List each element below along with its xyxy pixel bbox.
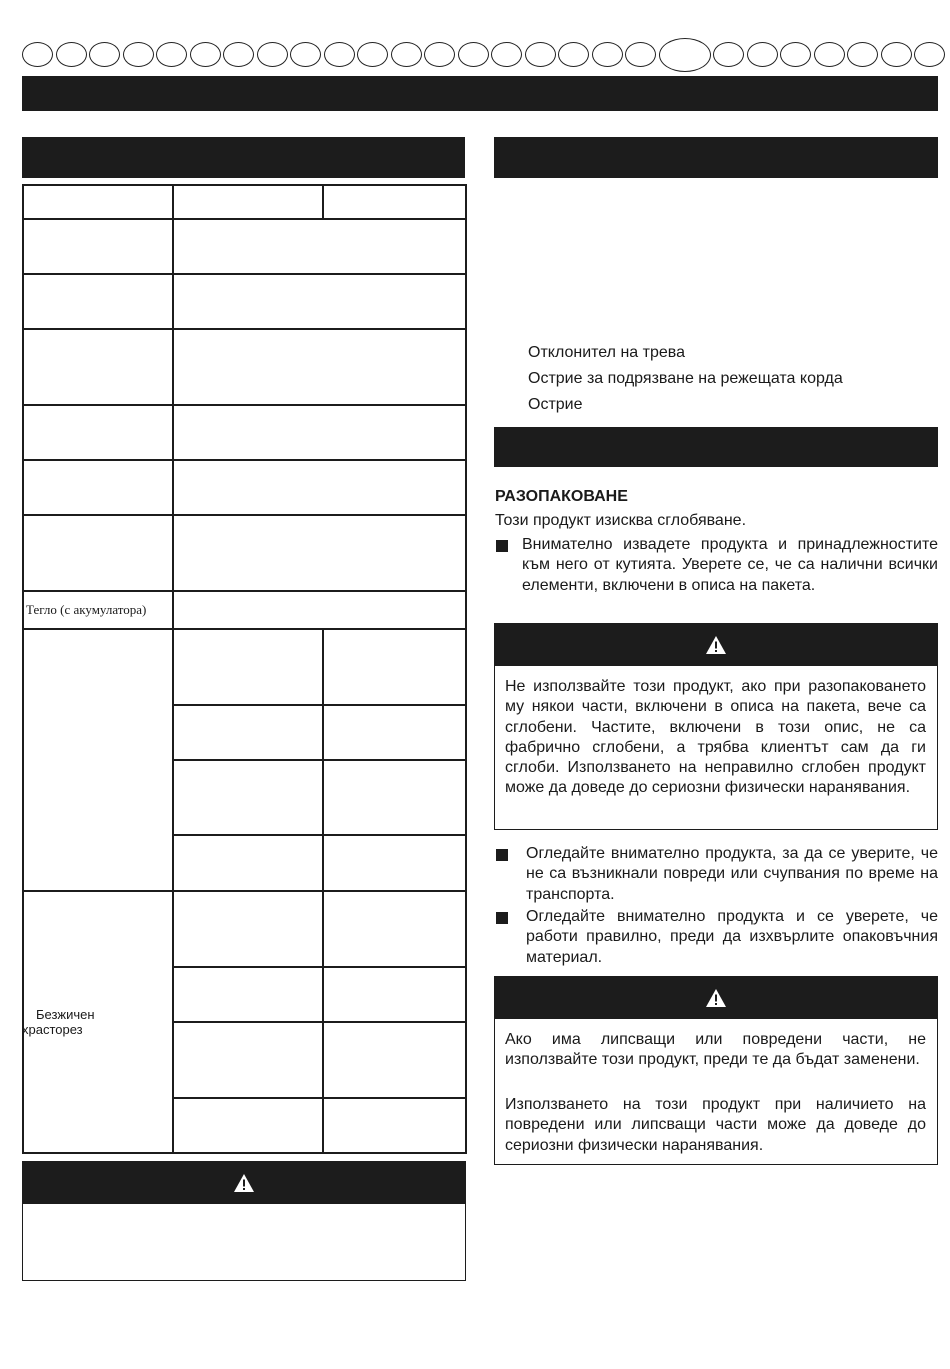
table-cell <box>173 460 466 515</box>
table-cell <box>173 274 466 329</box>
unpacking-heading: РАЗОПАКОВАНЕ <box>495 488 628 505</box>
table-cell <box>23 329 173 405</box>
table-cell <box>173 891 323 967</box>
table-cell <box>173 760 323 835</box>
language-tab[interactable] <box>625 42 656 67</box>
included-items-list <box>528 340 928 418</box>
table-cell <box>23 405 173 460</box>
unpacking-step-2: Огледайте внимателно продукта, за да се уверите, че не са възникнали повреди или счупвания по време на транспорта. <box>526 845 938 903</box>
language-tab[interactable] <box>458 42 489 67</box>
table-cell <box>323 185 466 219</box>
language-tab[interactable] <box>391 42 422 67</box>
language-tab[interactable] <box>22 42 53 67</box>
weight-label: Тегло (с акумулатора) <box>23 591 173 629</box>
table-cell <box>173 967 323 1022</box>
warning-triangle-icon <box>705 635 727 655</box>
language-tab[interactable] <box>290 42 321 67</box>
table-cell <box>323 760 466 835</box>
table-cell <box>173 1098 323 1153</box>
table-cell <box>173 835 323 891</box>
unpacking-step-1: Внимателно извадете продукта и принадлежностите към него от кутията. Уверете се, че са налични всички елементи, включени в описа на пакета. <box>522 536 938 594</box>
bullet-square-icon <box>496 849 508 861</box>
included-items-header-bar <box>494 137 938 178</box>
language-tab-row <box>22 38 938 72</box>
language-tab[interactable] <box>223 42 254 67</box>
table-cell <box>23 185 173 219</box>
language-tab-active[interactable] <box>659 38 711 72</box>
table-cell <box>323 629 466 705</box>
table-cell <box>323 1098 466 1153</box>
language-tab[interactable] <box>713 42 744 67</box>
unpacking-step-3: Огледайте внимателно продукта и се уверете, че работи правилно, преди да изхвърлите опаковъчния материал. <box>526 908 938 966</box>
assembly-warning-text-2a: Ако има липсващи или повредени части, не използвайте този продукт, преди те да бъдат заменени. <box>505 1031 926 1069</box>
language-tab[interactable] <box>847 42 878 67</box>
language-tab[interactable] <box>156 42 187 67</box>
language-tab[interactable] <box>780 42 811 67</box>
assembly-header-bar <box>494 427 938 467</box>
included-item: Острие за подрязване на режещата корда <box>528 370 843 387</box>
table-cell <box>173 329 466 405</box>
language-tab[interactable] <box>190 42 221 67</box>
included-item: Острие <box>528 396 583 413</box>
table-cell <box>23 460 173 515</box>
assembly-warning-header-1 <box>495 624 937 666</box>
language-tab[interactable] <box>491 42 522 67</box>
assembly-warning-text-2b: Използването на този продукт при наличието на повредени или липсващи части може да доведе до сериозни физически наранявания. <box>505 1096 926 1154</box>
language-tab[interactable] <box>525 42 556 67</box>
bullet-square-icon <box>496 912 508 924</box>
table-cell <box>323 835 466 891</box>
warning-triangle-icon <box>705 988 727 1008</box>
table-cell <box>173 185 323 219</box>
language-tab[interactable] <box>881 42 912 67</box>
table-cell <box>173 629 323 705</box>
table-cell <box>323 967 466 1022</box>
table-cell <box>173 591 466 629</box>
assembly-warning-text-1: Не използвайте този продукт, ако при разопаковането му някои части, включени в описа на пакета, вече са сглобени. Частите, включени в този опис, не са фабрично сглобени, а трябва клиентът сам да ги сглоби. Използването на неправилно сглобен продукт може да доведе до сериозни физически наранявания. <box>505 678 926 797</box>
language-tab[interactable] <box>747 42 778 67</box>
assembly-intro: Този продукт изисква сглобяване. <box>495 512 747 529</box>
table-cell <box>173 219 466 274</box>
product-name-cell <box>23 891 173 1153</box>
table-cell <box>23 629 173 891</box>
table-cell <box>23 515 173 591</box>
language-tab[interactable] <box>89 42 120 67</box>
specifications-table <box>22 184 467 1154</box>
assembly-warning-box-1 <box>494 623 938 830</box>
table-cell <box>173 1022 323 1098</box>
product-name-line1: Безжичен <box>36 1007 95 1022</box>
language-tab[interactable] <box>324 42 355 67</box>
language-tab[interactable] <box>914 42 945 67</box>
language-tab[interactable] <box>814 42 845 67</box>
left-warning-box <box>22 1161 466 1281</box>
bullet-square-icon <box>496 540 508 552</box>
language-tab[interactable] <box>558 42 589 67</box>
page-title-bar <box>22 76 938 111</box>
table-cell <box>173 705 323 760</box>
assembly-warning-box-2 <box>494 976 938 1165</box>
language-tab[interactable] <box>592 42 623 67</box>
product-name-line2: храсторез <box>22 1022 83 1037</box>
left-warning-header <box>23 1162 465 1204</box>
language-tab[interactable] <box>123 42 154 67</box>
language-tab[interactable] <box>424 42 455 67</box>
included-item: Отклонител на трева <box>528 344 685 361</box>
table-cell <box>323 705 466 760</box>
specifications-header-bar <box>22 137 465 178</box>
table-cell <box>323 1022 466 1098</box>
assembly-warning-header-2 <box>495 977 937 1019</box>
table-cell <box>323 891 466 967</box>
language-tab[interactable] <box>257 42 288 67</box>
warning-triangle-icon <box>233 1173 255 1193</box>
table-cell <box>23 219 173 274</box>
table-cell <box>173 515 466 591</box>
table-cell <box>173 405 466 460</box>
language-tab[interactable] <box>56 42 87 67</box>
table-cell <box>23 274 173 329</box>
language-tab[interactable] <box>357 42 388 67</box>
